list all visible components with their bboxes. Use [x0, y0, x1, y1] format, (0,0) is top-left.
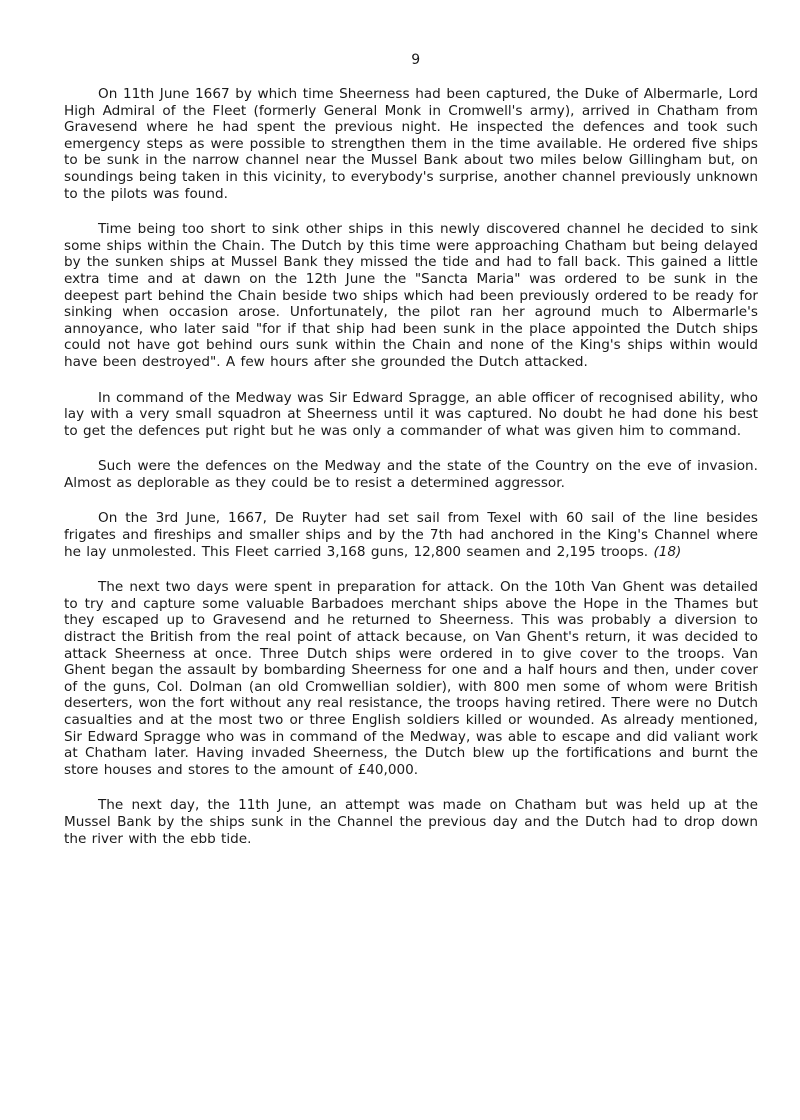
paragraph-de-ruyter-text: On the 3rd June, 1667, De Ruyter had set sail from Texel with 60 sail of the line besides frigates and fireships and smaller ships and by the 7th had anchored in the King's Channel where he lay unmolested. This Fleet carried 3,168 guns, 12,800 seamen and 2,195 troops.	[64, 510, 758, 560]
paragraph-de-ruyter-fleet	[64, 510, 758, 560]
paragraph-sheerness-attack: The next two days were spent in preparation for attack. On the 10th Van Ghent was detailed to try and capture some valuable Barbadoes merchant ships above the Hope in the Thames but they escaped up to Gravesend and he returned to Sheerness. This was probably a diversion to distract the British from the real point of attack because, on Van Ghent's return, it was decided to attack Sheerness at once. Three Dutch ships were ordered in to give cover to the troops. Van Ghent began the assault by bombarding Sheerness for one and a half hours and then, under cover of the guns, Col. Dolman (an old Cromwellian soldier), with 800 men some of whom were British deserters, won the fort without any real resistance, the troops having retired. There were no Dutch casualties and at the most two or three English soldiers killed or wounded. As already mentioned, Sir Edward Spragge who was in command of the Medway, was able to escape and did valiant work at Chatham later. Having invaded Sheerness, the Dutch blew up the fortifications and burnt the store houses and stores to the amount of £40,000.	[64, 579, 758, 778]
paragraph-chatham-attempt: The next day, the 11th June, an attempt was made on Chatham but was held up at the Mussel Bank by the ships sunk in the Channel the previous day and the Dutch had to drop down the river with the ebb tide.	[64, 797, 758, 847]
document-page	[64, 52, 758, 866]
paragraph-defences-state: Such were the defences on the Medway and the state of the Country on the eve of invasion. Almost as deplorable as they could be to resist a determined aggressor.	[64, 458, 758, 491]
footnote-citation: (18)	[653, 543, 682, 560]
paragraph-sancta-maria: Time being too short to sink other ships in this newly discovered channel he decided to sink some ships within the Chain. The Dutch by this time were approaching Chatham but being delayed by the sunken ships at Mussel Bank they missed the tide and had to fall back. This gained a little extra time and at dawn on the 12th June the "Sancta Maria" was ordered to be sunk in the deepest part behind the Chain beside two ships which had been previously ordered to be ready for sinking when occasion arose. Unfortunately, the pilot ran her aground much to Albermarle's annoyance, who later said "for if that ship had been sunk in the place appointed the Dutch ships could not have got behind ours sunk within the Chain and none of the King's ships within would have been destroyed". A few hours after she grounded the Dutch attacked.	[64, 221, 758, 370]
page-number: 9	[411, 52, 421, 68]
paragraph-spragge-command: In command of the Medway was Sir Edward Spragge, an able officer of recognised ability, who lay with a very small squadron at Sheerness until it was captured. No doubt he had done his best to get the defences put right but he was only a commander of what was given him to command.	[64, 389, 758, 439]
paragraph-albermarle-arrival: On 11th June 1667 by which time Sheerness had been captured, the Duke of Albermarle, Lord High Admiral of the Fleet (formerly General Monk in Cromwell's army), arrived in Chatham from Gravesend where he had spent the previous night. He inspected the defences and took such emergency steps as were possible to strengthen them in the time available. He ordered five ships to be sunk in the narrow channel near the Mussel Bank about two miles below Gillingham but, on soundings being taken in this vicinity, to everybody's surprise, another channel previously unknown to the pilots was found.	[64, 86, 758, 202]
